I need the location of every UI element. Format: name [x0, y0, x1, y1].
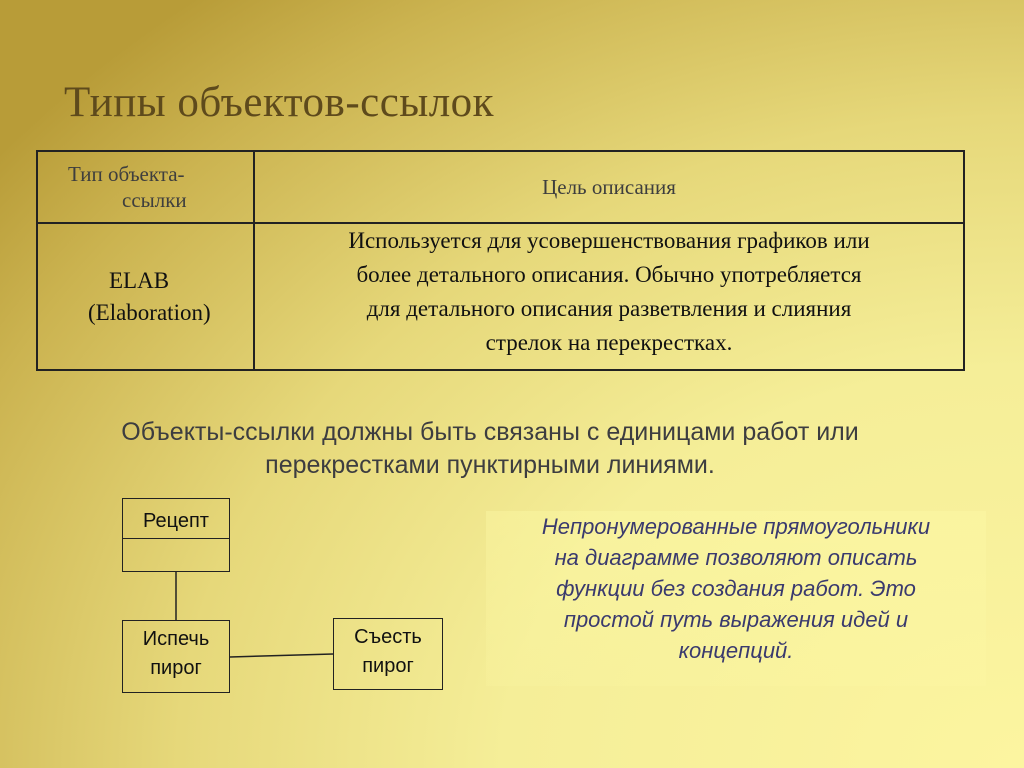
bake-line-2: пирог	[150, 657, 202, 679]
activity-box-bake-pie	[122, 620, 230, 693]
unnumbered-boxes-note	[486, 511, 986, 686]
bake-line-1: Испечь	[142, 628, 210, 650]
description-line: Используется для усовершенствования графиков или	[348, 228, 870, 253]
italic-note-line: Непронумерованные прямоугольники	[541, 514, 931, 539]
header-type-line-2: ссылки	[122, 188, 187, 212]
slide-title: Типы объектов-ссылок	[64, 79, 495, 126]
note-line-1: Объекты-ссылки должны быть связаны с единицами работ или	[121, 418, 859, 446]
recipe-label: Рецепт	[123, 499, 229, 539]
description-line: для детального описания разветвления и слияния	[366, 296, 852, 321]
note-line-2: перекрестками пунктирными линиями.	[265, 451, 715, 479]
connector-bake-to-eat	[230, 654, 333, 657]
type-code: ELAB	[109, 267, 170, 293]
header-type-line-1: Тип объекта-	[68, 162, 185, 186]
description-line: более детального описания. Обычно употребляется	[356, 262, 862, 287]
italic-note-line: на диаграмме позволяют описать	[554, 545, 918, 570]
activity-box-eat-pie	[333, 618, 443, 690]
reference-object-recipe	[122, 498, 230, 572]
eat-line-2: пирог	[362, 655, 414, 677]
italic-note-line: простой путь выражения идей и	[563, 607, 909, 632]
italic-note-line: функции без создания работ. Это	[556, 576, 916, 601]
type-name: (Elaboration)	[88, 299, 211, 325]
italic-note-line: концепций.	[678, 638, 794, 663]
header-purpose: Цель описания	[254, 151, 964, 223]
description-line: стрелок на перекрестках.	[485, 330, 733, 355]
eat-line-1: Съесть	[354, 626, 422, 648]
